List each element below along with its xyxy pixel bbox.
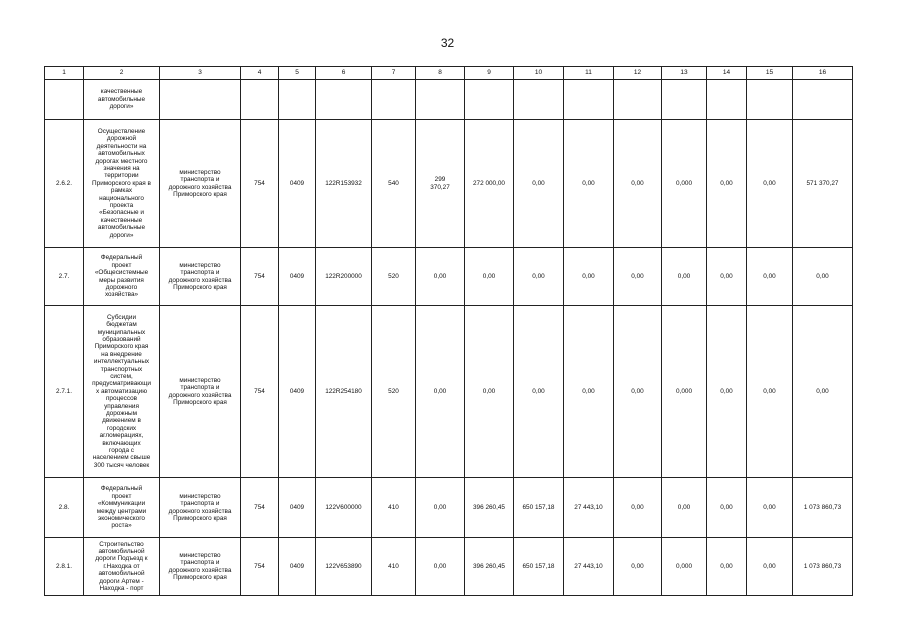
column-header: 2 (84, 67, 160, 80)
row-number-cell: 2.8.1. (45, 538, 84, 596)
value-cell: 272 000,00 (465, 120, 514, 248)
value-cell: 754 (241, 538, 279, 596)
table-row (45, 248, 853, 306)
column-header: 16 (793, 67, 853, 80)
value-cell: 0,00 (416, 248, 465, 306)
value-cell: 0,00 (564, 306, 614, 478)
value-cell: 0,00 (707, 248, 747, 306)
item-name-cell: качественные автомобильные дороги» (84, 80, 160, 120)
value-cell: 0,00 (416, 306, 465, 478)
budget-table (44, 66, 853, 596)
item-name-cell: Осуществление дорожной деятельности на автомобильных дорогах местного значения на территории Приморского края в рамках национального проекта «Безопасные и качественные автомобильные дороги» (84, 120, 160, 248)
value-cell: 0,00 (662, 248, 707, 306)
column-header: 11 (564, 67, 614, 80)
executor-cell: министерство транспорта и дорожного хозяйства Приморского края (160, 248, 241, 306)
row-number-cell (45, 80, 84, 120)
value-cell: 0,00 (747, 478, 793, 538)
value-cell: 122V653890 (316, 538, 372, 596)
value-cell: 0,00 (747, 120, 793, 248)
value-cell: 410 (372, 478, 416, 538)
item-name-cell: Федеральный проект «Коммуникации между центрами экономического роста» (84, 478, 160, 538)
value-cell (747, 80, 793, 120)
value-cell (514, 80, 564, 120)
value-cell: 1 073 860,73 (793, 538, 853, 596)
value-cell: 650 157,18 (514, 478, 564, 538)
executor-cell: министерство транспорта и дорожного хозяйства Приморского края (160, 538, 241, 596)
value-cell: 0,00 (514, 120, 564, 248)
executor-cell: министерство транспорта и дорожного хозяйства Приморского края (160, 306, 241, 478)
value-cell: 299 370,27 (416, 120, 465, 248)
value-cell: 0,000 (662, 306, 707, 478)
table-row (45, 538, 853, 596)
row-number-cell: 2.8. (45, 478, 84, 538)
value-cell (662, 80, 707, 120)
value-cell: 0,00 (564, 248, 614, 306)
value-cell (416, 80, 465, 120)
value-cell: 396 260,45 (465, 478, 514, 538)
value-cell (279, 80, 316, 120)
value-cell: 27 443,10 (564, 538, 614, 596)
value-cell: 0,00 (707, 478, 747, 538)
value-cell (614, 80, 662, 120)
value-cell: 0,00 (707, 306, 747, 478)
value-cell: 1 073 860,73 (793, 478, 853, 538)
executor-cell: министерство транспорта и дорожного хозяйства Приморского края (160, 478, 241, 538)
value-cell: 0,00 (465, 248, 514, 306)
value-cell: 0,00 (564, 120, 614, 248)
column-header: 10 (514, 67, 564, 80)
item-name-cell: Субсидии бюджетам муниципальных образований Приморского края на внедрение интеллектуальных транспортных систем, предусматривающи х автоматизацию процессов управления дорожным движением в городских агломерациях, включающих города с населением свыше 300 тысяч человек (84, 306, 160, 478)
column-header: 5 (279, 67, 316, 80)
column-header: 14 (707, 67, 747, 80)
value-cell: 520 (372, 306, 416, 478)
value-cell: 0,00 (514, 306, 564, 478)
value-cell (793, 80, 853, 120)
value-cell: 0,000 (662, 120, 707, 248)
value-cell: 0,00 (614, 538, 662, 596)
column-header: 8 (416, 67, 465, 80)
value-cell: 754 (241, 306, 279, 478)
value-cell: 571 370,27 (793, 120, 853, 248)
value-cell: 520 (372, 248, 416, 306)
row-number-cell: 2.7. (45, 248, 84, 306)
value-cell: 0,00 (747, 248, 793, 306)
value-cell (372, 80, 416, 120)
row-number-cell: 2.6.2. (45, 120, 84, 248)
value-cell: 122R254180 (316, 306, 372, 478)
value-cell: 0,00 (416, 538, 465, 596)
executor-cell (160, 80, 241, 120)
value-cell: 0,00 (662, 478, 707, 538)
value-cell: 0,00 (514, 248, 564, 306)
value-cell: 754 (241, 248, 279, 306)
value-cell: 0409 (279, 478, 316, 538)
value-cell: 0,000 (662, 538, 707, 596)
column-header: 15 (747, 67, 793, 80)
column-header: 4 (241, 67, 279, 80)
value-cell: 540 (372, 120, 416, 248)
column-header: 12 (614, 67, 662, 80)
column-header: 1 (45, 67, 84, 80)
table-row (45, 306, 853, 478)
value-cell: 0,00 (793, 306, 853, 478)
row-number-cell: 2.7.1. (45, 306, 84, 478)
value-cell: 410 (372, 538, 416, 596)
value-cell: 0,00 (707, 120, 747, 248)
value-cell: 0,00 (747, 306, 793, 478)
value-cell: 396 260,45 (465, 538, 514, 596)
item-name-cell: Строительство автомобильной дороги Подъезд к г.Находка от автомобильной дороги Артем - Находка - порт (84, 538, 160, 596)
value-cell: 0,00 (614, 248, 662, 306)
column-header: 13 (662, 67, 707, 80)
column-header: 7 (372, 67, 416, 80)
table-row (45, 120, 853, 248)
value-cell (707, 80, 747, 120)
value-cell: 650 157,18 (514, 538, 564, 596)
value-cell: 0,00 (614, 120, 662, 248)
value-cell: 122R200000 (316, 248, 372, 306)
column-header: 6 (316, 67, 372, 80)
value-cell: 27 443,10 (564, 478, 614, 538)
value-cell: 0,00 (707, 538, 747, 596)
executor-cell: министерство транспорта и дорожного хозяйства Приморского края (160, 120, 241, 248)
column-header: 9 (465, 67, 514, 80)
value-cell (241, 80, 279, 120)
value-cell: 0,00 (793, 248, 853, 306)
value-cell: 122V600000 (316, 478, 372, 538)
value-cell: 0409 (279, 248, 316, 306)
value-cell: 754 (241, 478, 279, 538)
value-cell (465, 80, 514, 120)
value-cell: 0,00 (416, 478, 465, 538)
table-header-row (45, 67, 853, 80)
value-cell: 0,00 (614, 478, 662, 538)
value-cell: 0,00 (747, 538, 793, 596)
value-cell: 0,00 (614, 306, 662, 478)
value-cell (316, 80, 372, 120)
value-cell (564, 80, 614, 120)
value-cell: 122R153932 (316, 120, 372, 248)
page-number: 32 (440, 36, 455, 50)
column-header: 3 (160, 67, 241, 80)
value-cell: 0409 (279, 306, 316, 478)
table-row (45, 478, 853, 538)
item-name-cell: Федеральный проект «Общесистемные меры развития дорожного хозяйства» (84, 248, 160, 306)
value-cell: 0409 (279, 538, 316, 596)
table-row (45, 80, 853, 120)
value-cell: 754 (241, 120, 279, 248)
value-cell: 0409 (279, 120, 316, 248)
value-cell: 0,00 (465, 306, 514, 478)
